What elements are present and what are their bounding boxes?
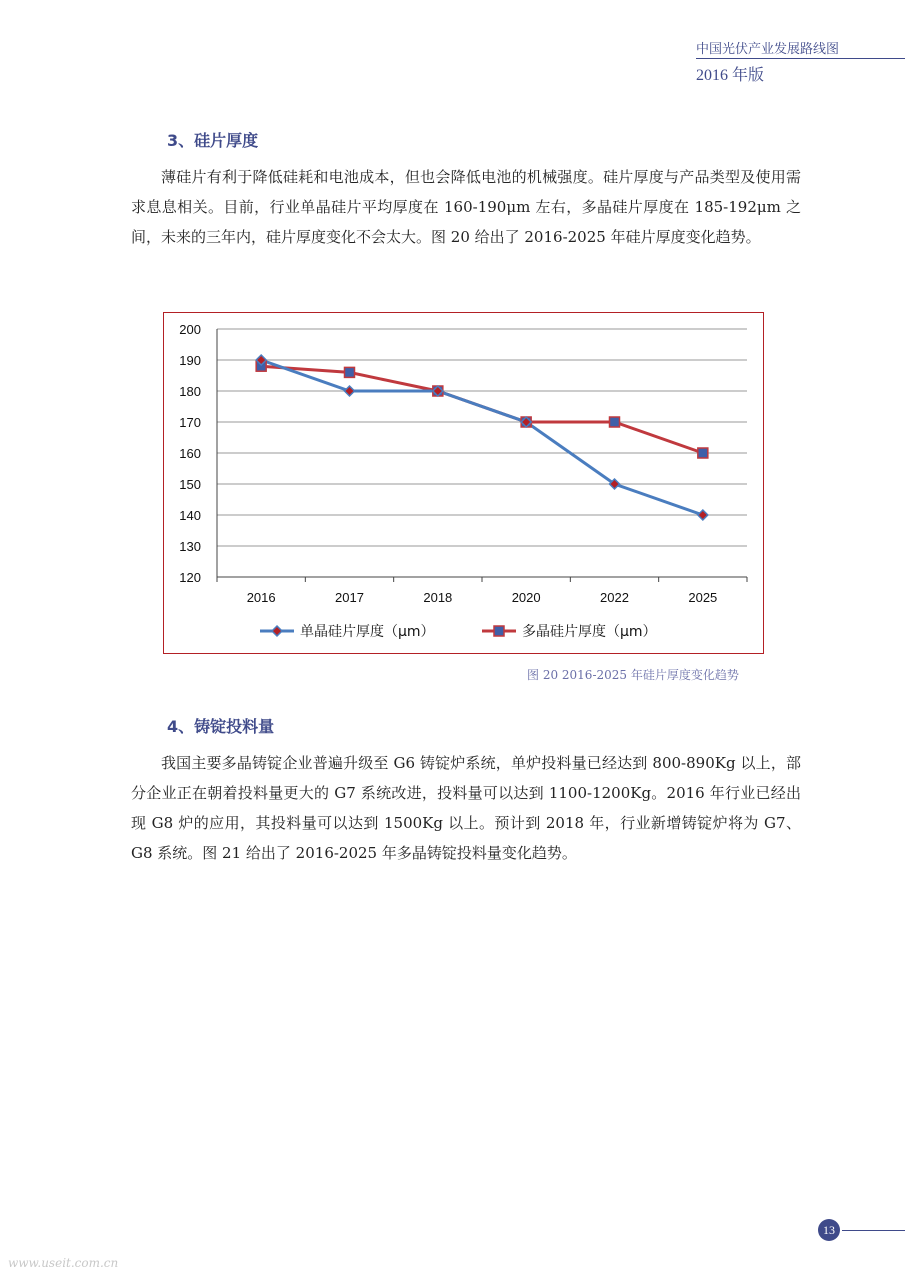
section-4-heading: 4、铸锭投料量 xyxy=(167,717,275,736)
legend-marker xyxy=(494,626,504,636)
y-tick-label: 160 xyxy=(179,446,201,461)
page-number: 13 xyxy=(818,1219,840,1241)
section-3-heading: 3、硅片厚度 xyxy=(167,131,259,150)
y-tick-label: 170 xyxy=(179,415,201,430)
y-tick-label: 140 xyxy=(179,508,201,523)
section-3-paragraph: 薄硅片有利于降低硅耗和电池成本，但也会降低电池的机械强度。硅片厚度与产品类型及使用需求息息相关。目前，行业单晶硅片平均厚度在 160-190μm 左右，多晶硅片厚度在 185-192μm 之间，未来的三年内，硅片厚度变化不会太大。图 20 给出了 2016-2025 年硅片厚度变化趋势。 xyxy=(131,168,801,246)
data-point-series-1 xyxy=(345,367,355,377)
y-tick-label: 130 xyxy=(179,539,201,554)
data-point-series-0 xyxy=(345,386,355,396)
header-divider xyxy=(696,58,905,59)
x-tick-label: 2017 xyxy=(335,590,364,605)
x-tick-label: 2022 xyxy=(600,590,629,605)
x-tick-label: 2025 xyxy=(688,590,718,605)
legend-label: 单晶硅片厚度（μm） xyxy=(300,624,435,640)
chart-canvas xyxy=(164,313,765,655)
y-tick-label: 200 xyxy=(179,322,201,337)
footer-divider xyxy=(842,1230,905,1231)
section-4-paragraph: 我国主要多晶铸锭企业普遍升级至 G6 铸锭炉系统，单炉投料量已经达到 800-890Kg 以上，部分企业正在朝着投料量更大的 G7 系统改进，投料量可以达到 1100-1200Kg。2016 年行业已经出现 G8 炉的应用，其投料量可以达到 1500Kg 以上。预计到 2018 年，行业新增铸锭炉将为 G7、G8 系统。图 21 给出了 2016-2025 年多晶铸锭投料量变化趋势。 xyxy=(131,754,801,862)
y-tick-label: 120 xyxy=(179,570,201,585)
data-point-series-1 xyxy=(698,448,708,458)
data-point-series-0 xyxy=(698,510,708,520)
series-line-1 xyxy=(261,366,703,453)
x-tick-label: 2018 xyxy=(423,590,453,605)
watermark: www.useit.com.cn xyxy=(8,1256,119,1270)
figure-caption: 图 20 2016-2025 年硅片厚度变化趋势 xyxy=(527,668,739,682)
legend-marker xyxy=(272,626,282,636)
x-tick-label: 2020 xyxy=(511,590,541,605)
legend-label: 多晶硅片厚度（μm） xyxy=(522,624,657,640)
running-header-title: 中国光伏产业发展路线图 xyxy=(696,42,840,57)
y-tick-label: 190 xyxy=(179,353,201,368)
series-line-0 xyxy=(261,360,703,515)
running-header-edition: 2016 年版 xyxy=(696,67,765,84)
y-tick-label: 150 xyxy=(179,477,201,492)
data-point-series-1 xyxy=(610,417,620,427)
thickness-chart xyxy=(163,312,764,654)
x-tick-label: 2016 xyxy=(246,590,276,605)
y-tick-label: 180 xyxy=(179,384,201,399)
